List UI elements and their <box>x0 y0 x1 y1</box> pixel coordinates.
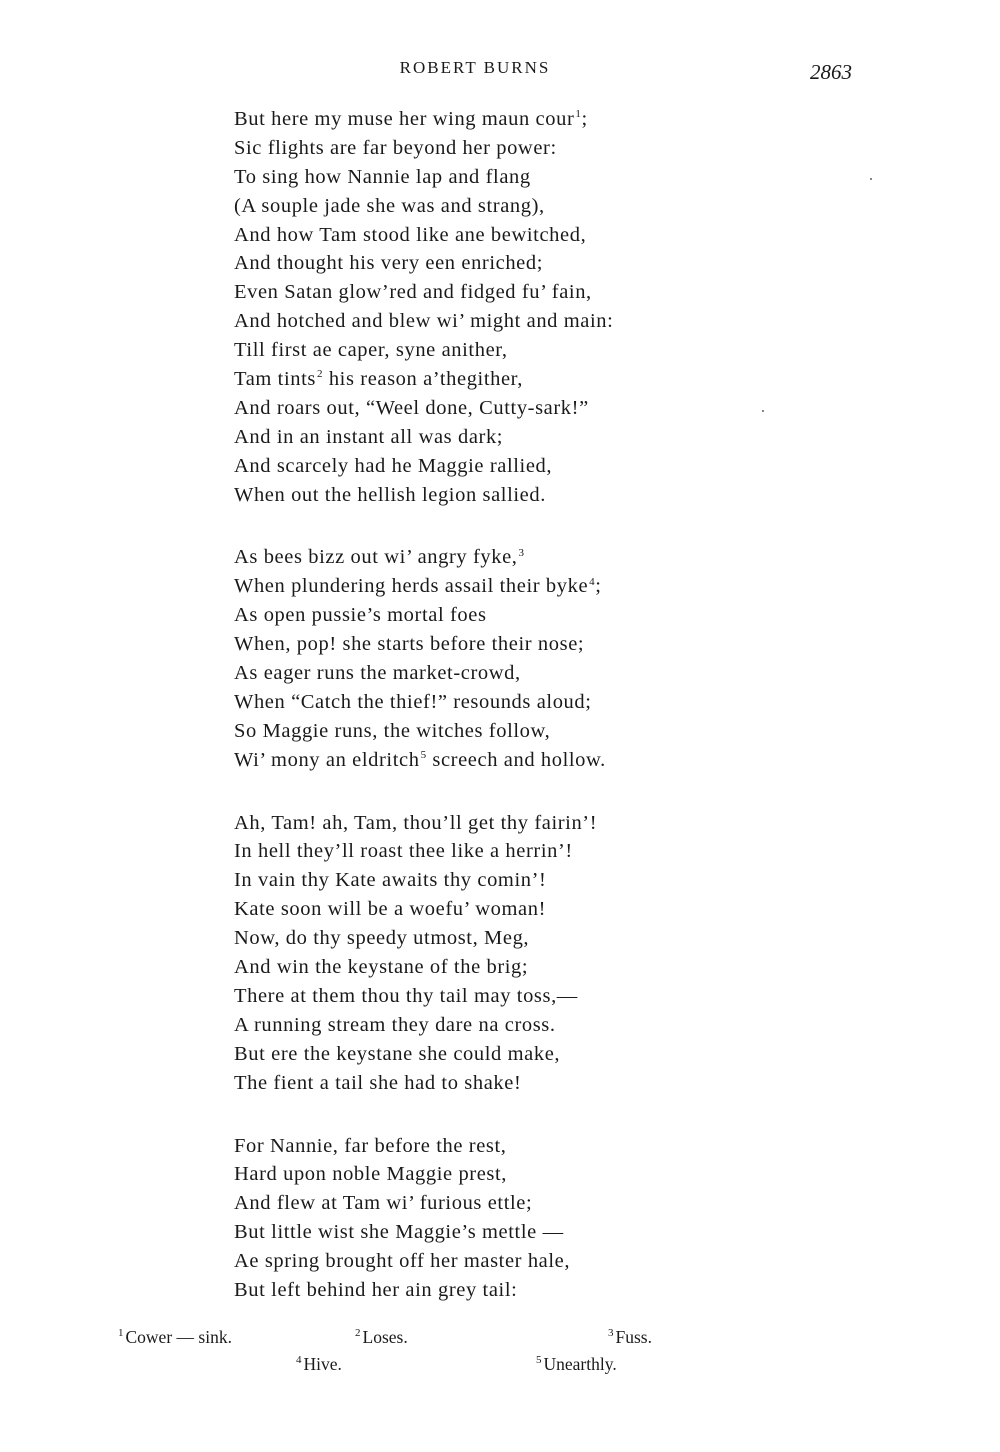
poem-line <box>234 423 794 452</box>
line-text: When, pop! she starts before their nose; <box>234 633 585 656</box>
line-text-continued: ; <box>581 108 588 130</box>
line-text: And in an instant all was dark; <box>234 425 504 448</box>
scan-speck <box>762 410 764 412</box>
line-text: For Nannie, far before the rest, <box>234 1134 507 1157</box>
poem-line <box>234 953 794 982</box>
line-text-continued: screech and hollow. <box>426 748 606 771</box>
line-text: When out the hellish legion sallied. <box>234 483 546 506</box>
poem-line <box>234 746 794 775</box>
poem-line <box>234 336 794 365</box>
line-text: But ere the keystane she could make, <box>234 1042 561 1065</box>
poem-line <box>234 630 794 659</box>
line-text-continued: ; <box>595 575 602 598</box>
stanza <box>234 809 794 1098</box>
page-number: 2863 <box>810 60 852 84</box>
poem-line <box>234 809 794 838</box>
poem-line <box>234 1132 794 1161</box>
poem-line <box>234 1069 794 1098</box>
running-head: ROBERT BURNS <box>399 58 551 77</box>
footnote-3: $^3$ Fuss. <box>608 1327 652 1347</box>
poem-line <box>234 659 794 688</box>
line-text: And thought his very een enriched; <box>234 252 544 275</box>
footnote-4: $^4$ Hive. <box>296 1354 342 1374</box>
stanza <box>234 105 794 509</box>
poem-line <box>234 601 794 630</box>
line-text: And how Tam stood like ane bewitched, <box>234 223 587 246</box>
poem-body <box>234 105 794 1339</box>
footnote-reference: 2 <box>316 368 324 381</box>
footnote-reference: 5 <box>420 748 427 761</box>
poem-line <box>234 924 794 953</box>
line-text: In vain thy Kate awaits thy comin’! <box>234 869 547 892</box>
poem-line <box>234 982 794 1011</box>
poem-line <box>234 163 794 192</box>
footnote-reference: 1 <box>575 108 582 121</box>
poem-line <box>234 105 794 134</box>
footnote-reference: 4 <box>589 575 596 588</box>
line-text: And hotched and blew wi’ might and main: <box>234 310 614 333</box>
line-text: Sic flights are far beyond her power: <box>234 136 557 159</box>
poem-line <box>234 249 794 278</box>
poem-line <box>234 543 794 572</box>
poem-line <box>234 394 794 423</box>
line-text: So Maggie runs, the witches follow, <box>234 719 551 742</box>
line-text: Hard upon noble Maggie prest, <box>234 1163 508 1186</box>
line-text: Now, do thy speedy utmost, Meg, <box>234 927 530 950</box>
footnote-2: $^2$ Loses. <box>355 1327 408 1347</box>
line-text: And flew at Tam wi’ furious ettle; <box>234 1192 533 1215</box>
poem-line <box>234 307 794 336</box>
line-text: To sing how Nannie lap and flang <box>234 165 531 188</box>
poem-line <box>234 717 794 746</box>
line-text: When “Catch the thief!” resounds aloud; <box>234 690 592 713</box>
poem-line <box>234 1276 794 1305</box>
line-text: There at them thou thy tail may toss,— <box>234 984 578 1007</box>
line-text: And win the keystane of the brig; <box>234 956 529 979</box>
poem-line <box>234 895 794 924</box>
line-text: Tam tints <box>234 368 316 391</box>
line-text: (A souple jade she was and strang), <box>234 194 545 217</box>
line-text: Wi’ mony an eldritch <box>234 748 420 771</box>
line-text: As open pussie’s mortal foes <box>234 604 487 627</box>
poem-line <box>234 192 794 221</box>
line-text: Even Satan glow’red and fidged fu’ fain, <box>234 281 592 304</box>
poem-line <box>234 134 794 163</box>
line-text: As eager runs the market-crowd, <box>234 662 521 685</box>
scan-speck <box>870 178 872 180</box>
poem-line <box>234 1189 794 1218</box>
line-text: But left behind her ain grey tail: <box>234 1278 518 1301</box>
poem-line <box>234 837 794 866</box>
poem-line <box>234 481 794 510</box>
stanza <box>234 1132 794 1305</box>
poem-line <box>234 1160 794 1189</box>
line-text: Ah, Tam! ah, Tam, thou’ll get thy fairin’! <box>234 811 598 834</box>
line-text: Kate soon will be a woefu’ woman! <box>234 898 547 921</box>
poem-line <box>234 1011 794 1040</box>
line-text: But here my muse her wing maun cour <box>234 108 575 130</box>
line-text: And roars out, “Weel done, Cutty-sark!” <box>234 396 589 419</box>
poem-line <box>234 688 794 717</box>
poem-line <box>234 1218 794 1247</box>
line-text: Till first ae caper, syne anither, <box>234 339 508 362</box>
footnote-reference: 3 <box>518 546 525 559</box>
line-text: And scarcely had he Maggie rallied, <box>234 454 553 477</box>
line-text: The fient a tail she had to shake! <box>234 1071 522 1094</box>
line-text: When plundering herds assail their byke <box>234 575 589 598</box>
line-text: A running stream they dare na cross. <box>234 1013 556 1036</box>
poem-line <box>234 572 794 601</box>
line-text: Ae spring brought off her master hale, <box>234 1250 571 1273</box>
poem-line <box>234 365 794 394</box>
footnote-1: $^1$ Cower — sink. <box>118 1327 232 1347</box>
poem-line <box>234 1247 794 1276</box>
poem-line <box>234 278 794 307</box>
line-text: In hell they’ll roast thee like a herrin’! <box>234 840 573 863</box>
line-text: But little wist she Maggie’s mettle — <box>234 1221 564 1244</box>
line-text: As bees bizz out wi’ angry fyke, <box>234 546 518 569</box>
footnote-5: $^5$ Unearthly. <box>536 1354 617 1374</box>
poem-line <box>234 452 794 481</box>
poem-line <box>234 221 794 250</box>
poem-line <box>234 1040 794 1069</box>
line-text-continued: his reason a’thegither, <box>323 368 524 391</box>
poem-line <box>234 866 794 895</box>
stanza <box>234 543 794 774</box>
